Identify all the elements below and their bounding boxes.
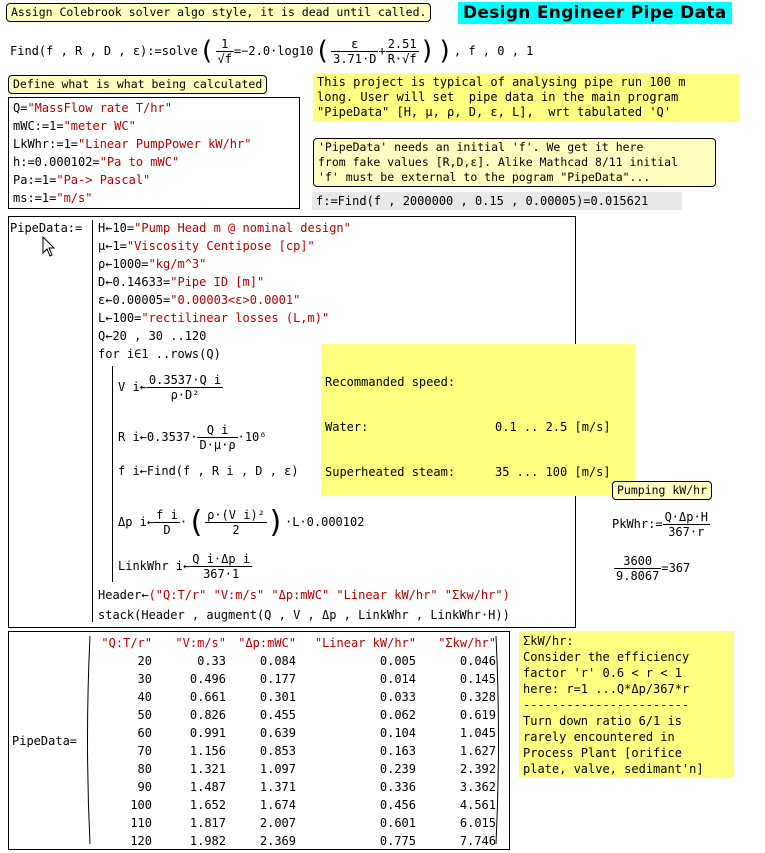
project-note: This project is typical of analysing pipe run 100 m long. User will set pipe data in the main program "PipeData" [H, μ, ρ, D, ε, L], wrt tabulated 'Q' [313, 73, 739, 122]
steam-value: 35 ... 100 [m/s] [495, 465, 611, 479]
find-tail: , f , 0 , 1 [453, 44, 534, 58]
matrix-row: 20 0.33 0.084 0.005 0.046 [137, 654, 496, 668]
pipedata-note: 'PipeData' needs an initial 'f'. We get it here from fake values [R,D,ε]. Alike Mathcad 8/11 initial 'f' must be external to the pogram "PipeData"... [313, 138, 716, 187]
page-title: Design Engineer Pipe Data [458, 2, 732, 24]
prog-line-v: V i← $\frac{\text{0.3537·Q i}}{\text{ρ·D²}}$ [118, 372, 222, 402]
loop-bar [112, 366, 113, 582]
matrix-row: 100 1.652 1.674 0.456 4.561 [130, 798, 496, 812]
result-label: PipeData= [12, 734, 78, 748]
prog-line-for: for i∈1 ..rows(Q) [98, 347, 221, 361]
prog-line-eps: ε←0.00005="0.00003<ε>0.0001" [98, 293, 301, 307]
units-region[interactable] [8, 97, 300, 209]
matrix-row: 90 1.487 1.371 0.336 3.362 [137, 780, 496, 794]
prog-line-linkwhr: LinkWhr i← $\frac{\text{Q i·Δp i}}{367\cdot 1}$ [118, 551, 251, 581]
prog-line-f: f i←Find(f , R i , D , ε) [118, 464, 299, 478]
program-bar [92, 220, 93, 622]
matrix-row: 70 1.156 0.853 0.163 1.627 [137, 744, 496, 758]
matrix-header-row: "Q:T/r" "V:m/s" "Δp:mWC" "Linear kW/hr" "Σkw/hr" [101, 636, 496, 650]
unit-line-q: Q="MassFlow rate T/hr" [13, 101, 172, 115]
prog-line-dp: Δp i← $\frac{\text{f i}}{D}$ · ( $\frac{\text{ρ·(V i)²}}{2}$ ) ·L·0.000102 [118, 504, 365, 540]
unit-line-ms: ms:=1="m/s" [13, 191, 93, 205]
unit-line-mwc: mWC:=1="meter WC" [13, 119, 136, 133]
pumping-note: Pumping kW/hr [612, 481, 712, 500]
prog-line-stack: stack(Header , augment(Q , V , Δp , LinkWhr , LinkWhr·H)) [98, 608, 510, 622]
result-matrix [92, 634, 496, 850]
find-lhs: Find(f , R , D , ε):=solve [10, 44, 198, 58]
prog-line-mu: μ←1="Viscosity Centipose [cp]" [98, 239, 315, 253]
water-label: Water: [325, 420, 369, 434]
pumping-formula[interactable]: PkWhr:= $\frac{Q\cdot\Delta p\cdot H}{367\cdot r}$ [612, 509, 708, 539]
frac-251: $\frac{2.51}{R\cdot√f}$ [387, 36, 417, 66]
solver-note: Assign Colebrook solver algo style, it is dead until called. [6, 3, 431, 22]
matrix-row: 120 1.982 2.369 0.775 7.746 [130, 834, 496, 848]
unit-line-pa: Pa:=1="Pa-> Pascal" [13, 173, 151, 187]
plus-sign: + [378, 44, 386, 58]
mouse-cursor-icon [42, 236, 56, 258]
prog-line-l: L←100="rectilinear losses (L,m)" [98, 311, 330, 325]
pipedata-label[interactable]: PipeData:= [10, 221, 83, 235]
prog-line-r: R i←0.3537· $\frac{\text{Q i}}{D\cdot\mu\cdot\rho}$ ·10⁶ [118, 422, 267, 452]
water-value: 0.1 .. 2.5 [m/s] [495, 420, 611, 434]
matrix-row: 40 0.661 0.301 0.033 0.328 [137, 690, 496, 704]
conversion-formula[interactable]: $\frac{3600}{9.8067}$ =367 [616, 553, 691, 583]
find-definition[interactable]: Find(f , R , D , ε):=solve ( $\frac{1}{√f}$ =−2.0·log10 ( $\frac{\varepsilon}{3.71\cdot D}$ + $\frac{2.51}{R\cdot√f}$ ) ) , f , 0 , 1 [10, 36, 534, 66]
frac-one-over-sqrt-f: $\frac{1}{√f}$ [217, 36, 232, 66]
matrix-row: 50 0.826 0.455 0.062 0.619 [137, 708, 496, 722]
find-log: =−2.0·log10 [233, 44, 314, 58]
f-find-line[interactable]: f:=Find(f , 2000000 , 0.15 , 0.00005)=0.015621 [316, 194, 649, 208]
prog-line-h: H←10="Pump Head m @ nominal design" [98, 221, 351, 235]
prog-line-q: Q←20 , 30 ..120 [98, 329, 207, 343]
matrix-row: 30 0.496 0.177 0.014 0.145 [137, 672, 496, 686]
prog-line-rho: ρ←1000="kg/m^3" [98, 257, 207, 271]
frac-eps: $\frac{\varepsilon}{3.71\cdot D}$ [333, 36, 377, 66]
matrix-row: 80 1.321 1.097 0.239 2.392 [137, 762, 496, 776]
matrix-row: 60 0.991 0.639 0.104 1.045 [137, 726, 496, 740]
speed-title: Recommanded speed: [325, 375, 456, 389]
unit-line-lkwhr: LkWhr:=1="Linear PumpPower kW/hr" [13, 137, 252, 151]
steam-label: Superheated steam: [325, 465, 456, 479]
sum-note: ΣkW/hr: Consider the efficiency factor 'r' 0.6 < r < 1 here: r=1 ...Q*Δp/367*r ----------------------- Turn down ratio 6/1 is rarely encountered in Process Plant [orifice plate, valve, sedimant'n] [519, 631, 734, 778]
define-note: Define what is what being calculated [8, 75, 267, 94]
matrix-row: 110 1.817 2.007 0.601 6.015 [130, 816, 496, 830]
unit-line-h: h:=0.000102="Pa to mWC" [13, 155, 180, 169]
prog-line-d: D←0.14633="Pipe ID [m]" [98, 275, 265, 289]
speed-note [321, 344, 635, 496]
prog-line-header: Header←("Q:T/r" "V:m/s" "Δp:mWC" "Linear kW/hr" "Σkw/hr") [98, 588, 510, 602]
